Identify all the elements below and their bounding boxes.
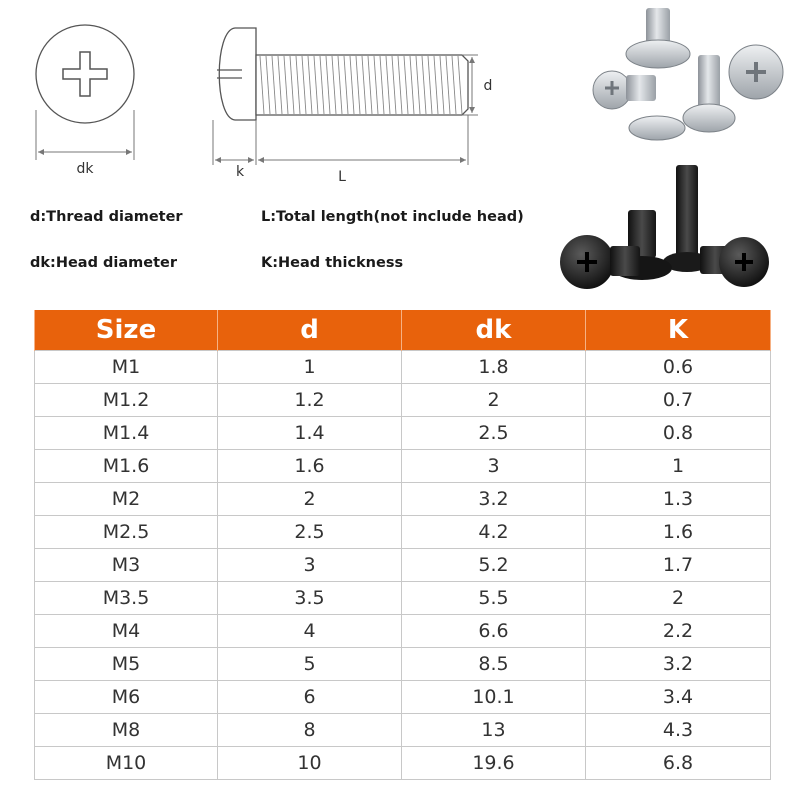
table-row: [35, 450, 771, 483]
cell-size: M6: [35, 681, 218, 714]
screw-side-view: [217, 28, 468, 120]
cell-size: M2: [35, 483, 218, 516]
screw-head-front-view: [36, 25, 134, 123]
cell-dk: 3.2: [402, 483, 586, 516]
cell-K: 1.6: [586, 516, 771, 549]
table-row: [35, 747, 771, 780]
cell-d: 3.5: [218, 582, 402, 615]
legend-K: K:Head thickness: [261, 255, 404, 271]
dk-dimension-line: [36, 110, 134, 160]
screw-size-table: [34, 310, 771, 780]
table-header-row: [35, 310, 771, 351]
L-dimension-label: L: [338, 169, 346, 185]
silver-screw-2: [593, 71, 656, 109]
table-row: [35, 714, 771, 747]
table-row: [35, 615, 771, 648]
cell-dk: 6.6: [402, 615, 586, 648]
cell-d: 1.4: [218, 417, 402, 450]
cell-dk: 2: [402, 384, 586, 417]
cell-dk: 5.2: [402, 549, 586, 582]
table-row: [35, 417, 771, 450]
table-body: [35, 351, 771, 780]
cell-dk: 19.6: [402, 747, 586, 780]
cell-size: M3.5: [35, 582, 218, 615]
table-row: [35, 648, 771, 681]
cell-K: 4.3: [586, 714, 771, 747]
cell-K: 0.7: [586, 384, 771, 417]
cell-dk: 5.5: [402, 582, 586, 615]
table-row: [35, 483, 771, 516]
header-dk: dk: [402, 310, 586, 351]
legend-d: d:Thread diameter: [30, 209, 183, 225]
cell-K: 0.8: [586, 417, 771, 450]
cell-K: 3.4: [586, 681, 771, 714]
cell-size: M8: [35, 714, 218, 747]
legend-dk: dk:Head diameter: [30, 255, 177, 271]
header-size: Size: [35, 310, 218, 351]
legend-L: L:Total length(not include head): [261, 209, 524, 225]
cell-K: 6.8: [586, 747, 771, 780]
table-row: [35, 351, 771, 384]
cell-dk: 1.8: [402, 351, 586, 384]
table-row: [35, 681, 771, 714]
length-dimension-lines: [213, 115, 468, 165]
table-row: [35, 582, 771, 615]
d-dimension-label: d: [483, 78, 493, 94]
cell-d: 2: [218, 483, 402, 516]
cell-K: 3.2: [586, 648, 771, 681]
cell-d: 5: [218, 648, 402, 681]
cell-dk: 4.2: [402, 516, 586, 549]
cell-d: 3: [218, 549, 402, 582]
cell-size: M4: [35, 615, 218, 648]
header-d: d: [218, 310, 402, 351]
header-K: K: [586, 310, 771, 351]
cell-size: M2.5: [35, 516, 218, 549]
cell-d: 1: [218, 351, 402, 384]
cell-K: 1: [586, 450, 771, 483]
cell-d: 1.2: [218, 384, 402, 417]
cell-size: M5: [35, 648, 218, 681]
cell-K: 2: [586, 582, 771, 615]
dk-dimension-label: dk: [76, 161, 94, 177]
black-screw-4: [700, 237, 769, 287]
cell-size: M3: [35, 549, 218, 582]
cell-dk: 13: [402, 714, 586, 747]
cell-K: 2.2: [586, 615, 771, 648]
cell-d: 6: [218, 681, 402, 714]
cell-size: M1.6: [35, 450, 218, 483]
cell-dk: 8.5: [402, 648, 586, 681]
table-row: [35, 516, 771, 549]
cell-K: 1.7: [586, 549, 771, 582]
cell-d: 8: [218, 714, 402, 747]
cell-K: 1.3: [586, 483, 771, 516]
silver-screw-3: [683, 55, 735, 132]
silver-screw-4: [729, 45, 783, 99]
cell-d: 4: [218, 615, 402, 648]
product-photos: [545, 0, 800, 300]
silver-screw-5: [629, 116, 685, 140]
table-row: [35, 384, 771, 417]
cell-size: M10: [35, 747, 218, 780]
cell-d: 1.6: [218, 450, 402, 483]
cell-dk: 10.1: [402, 681, 586, 714]
k-dimension-label: k: [235, 164, 245, 180]
cell-d: 10: [218, 747, 402, 780]
cell-size: M1: [35, 351, 218, 384]
cell-K: 0.6: [586, 351, 771, 384]
cell-d: 2.5: [218, 516, 402, 549]
table-row: [35, 549, 771, 582]
silver-screw-1: [626, 8, 690, 68]
cell-dk: 2.5: [402, 417, 586, 450]
cell-size: M1.2: [35, 384, 218, 417]
cell-dk: 3: [402, 450, 586, 483]
cell-size: M1.4: [35, 417, 218, 450]
